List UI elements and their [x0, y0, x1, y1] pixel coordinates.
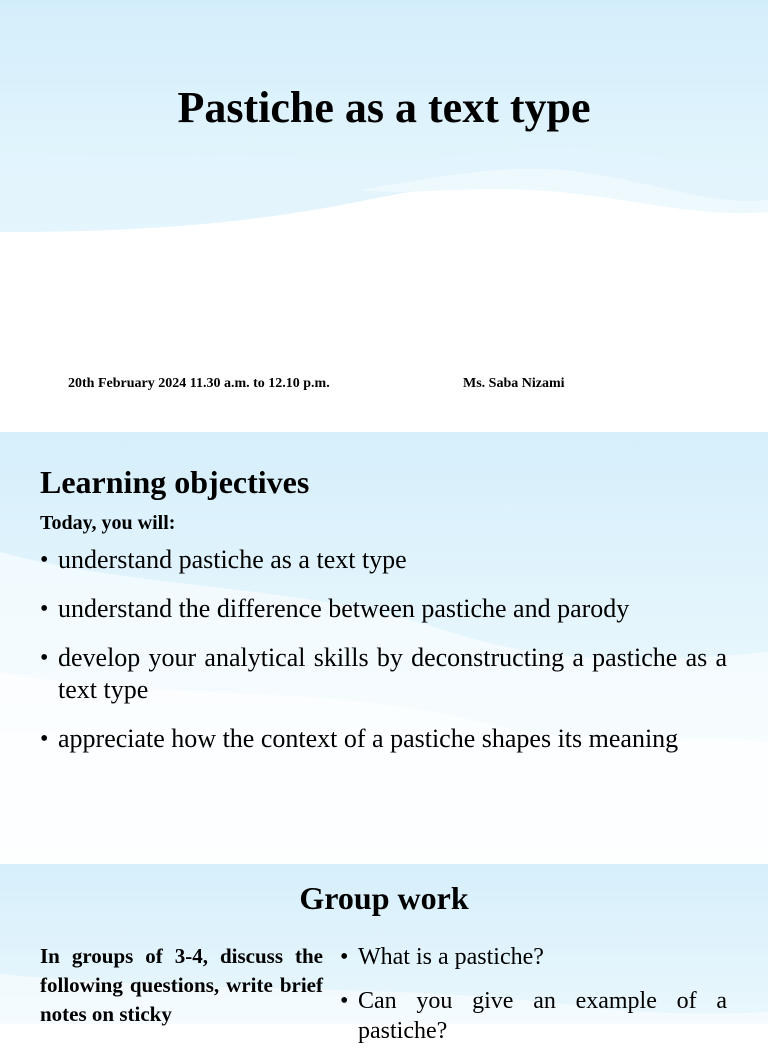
bullet-icon: •	[340, 944, 349, 970]
objectives-list	[40, 544, 727, 772]
bullet-icon: •	[40, 645, 49, 671]
list-item-text: What is a pastiche?	[358, 944, 544, 970]
page-title: Pastiche as a text type	[177, 83, 591, 132]
slide-background	[0, 0, 768, 432]
section-heading: Learning objectives	[40, 464, 310, 500]
list-item-text: understand the difference between pastiche and parody	[58, 594, 630, 623]
bullet-icon: •	[40, 596, 49, 622]
bullet-icon: •	[40, 547, 49, 573]
section-heading: Group work	[299, 880, 469, 916]
objectives-slide	[0, 432, 768, 864]
bullet-icon: •	[340, 988, 349, 1014]
questions-list	[340, 942, 727, 1060]
author-label: Ms. Saba Nizami	[463, 376, 565, 391]
bullet-icon: •	[40, 726, 49, 752]
group-work-slide	[0, 864, 768, 1044]
list-item	[40, 544, 727, 576]
list-item-text: understand pastiche as a text type	[58, 545, 407, 574]
section-subheading: Today, you will:	[40, 512, 176, 534]
list-item	[340, 942, 727, 972]
list-item-text: appreciate how the context of a pastiche shapes its meaning	[58, 724, 679, 753]
date-time-label: 20th February 2024 11.30 a.m. to 12.10 p.m.	[68, 376, 330, 391]
list-item	[40, 593, 727, 625]
list-item	[40, 723, 727, 755]
title-slide	[0, 0, 768, 432]
instructions-text: In groups of 3-4, discuss the following questions, write brief notes on sticky	[40, 944, 323, 1026]
list-item	[40, 642, 727, 706]
list-item-text: Can you give an example of a pastiche?	[358, 988, 727, 1044]
list-item	[340, 986, 727, 1046]
list-item-text: develop your analytical skills by deconstructing a pastiche as a text type	[58, 643, 727, 704]
